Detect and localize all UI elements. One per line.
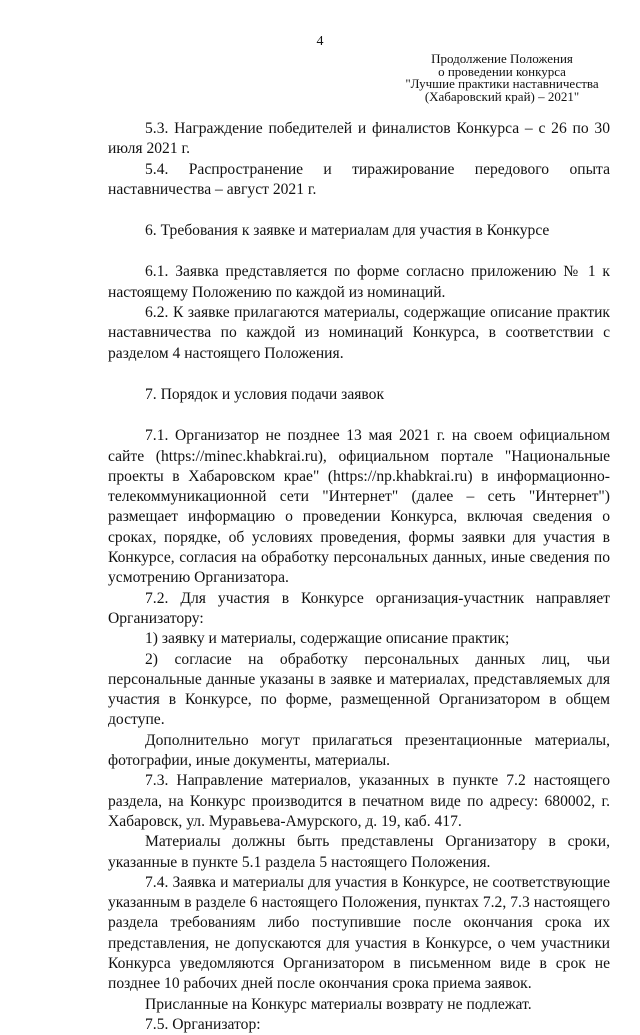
paragraph-6-2: 6.2. К заявке прилагаются материалы, содержащие описание практик наставничества по каждой из номинаций Конкурса, в соответствии с разделом 4 настоящего Положения. bbox=[108, 304, 610, 362]
paragraph-7-5: 7.5. Организатор: bbox=[145, 1015, 261, 1033]
paragraph-7-1: 7.1. Организатор не позднее 13 мая 2021 г. на своем официальном сайте (https://minec.khabkrai.ru), официальном портале "Национальные проекты в Хабаровском крае" (https://np.khabkrai.ru) в информационно-телекоммуникационной сети "Интернет" (далее – сеть "Интернет") размещает информацию о проведении Конкурса, включая сведения о сроках, порядке, об условиях проведения, формы заявки для участия в Конкурсе, согласия на обработку персональных данных, иные сведения по усмотрению Организатора. bbox=[108, 427, 610, 587]
paragraph-5-4: 5.4. Распространение и тиражирование передового опыта наставничества – август 2021 г. bbox=[108, 160, 610, 198]
header-line: о проведении конкурса bbox=[438, 63, 566, 79]
header-line: Продолжение Положения bbox=[431, 51, 573, 66]
section-6-heading: 6. Требования к заявке и материалам для участия в Конкурсе bbox=[145, 222, 550, 240]
page-number: 4 bbox=[316, 34, 324, 49]
document-header bbox=[398, 53, 606, 103]
document-body bbox=[108, 119, 610, 1035]
header-line: "Лучшие практики наставничества bbox=[405, 76, 599, 91]
paragraph-6-1: 6.1. Заявка представляется по форме согласно приложению № 1 к настоящему Положению по каждой из номинаций. bbox=[108, 263, 610, 301]
paragraph-7-3: 7.3. Направление материалов, указанных в пункте 7.2 настоящего раздела, на Конкурс производится в печатном виде по адресу: 680002, г. Хабаровск, ул. Муравьева-Амурского, д. 19, каб. 417. bbox=[108, 772, 610, 830]
paragraph-5-3: 5.3. Награждение победителей и финалистов Конкурса – с 26 по 30 июля 2021 г. bbox=[108, 120, 610, 158]
paragraph-deadline: Материалы должны быть представлены Организатору в сроки, указанные в пункте 5.1 раздела 5 настоящего Положения. bbox=[108, 833, 610, 871]
paragraph-additional: Дополнительно могут прилагаться презентационные материалы, фотографии, иные документы, материалы. bbox=[108, 731, 610, 770]
header-line: (Хабаровский край) – 2021" bbox=[424, 88, 580, 104]
list-item-2: 2) согласие на обработку персональных данных лиц, чьи персональные данные указаны в заявке и материалах, представляемых для участия в Конкурсе, по форме, размещенной Организатором в общем доступе. bbox=[108, 650, 610, 729]
paragraph-7-2: 7.2. Для участия в Конкурсе организация-участник направляет Организатору: bbox=[108, 589, 610, 627]
paragraph-no-return: Присланные на Конкурс материалы возврату не подлежат. bbox=[145, 995, 532, 1013]
section-7-heading: 7. Порядок и условия подачи заявок bbox=[145, 385, 385, 403]
paragraph-7-4: 7.4. Заявка и материалы для участия в Конкурсе, не соответствующие указанным в разделе 6 настоящего Положения, пунктах 7.2, 7.3 настоящего раздела требованиям либо поступившие после окончания срока их представления, не допускаются для участия в Конкурсе, о чем участники Конкурса уведомляются Организатором в письменном виде в срок не позднее 10 рабочих дней после окончания срока приема заявок. bbox=[108, 873, 610, 993]
list-item-1: 1) заявку и материалы, содержащие описание практик; bbox=[145, 630, 510, 648]
